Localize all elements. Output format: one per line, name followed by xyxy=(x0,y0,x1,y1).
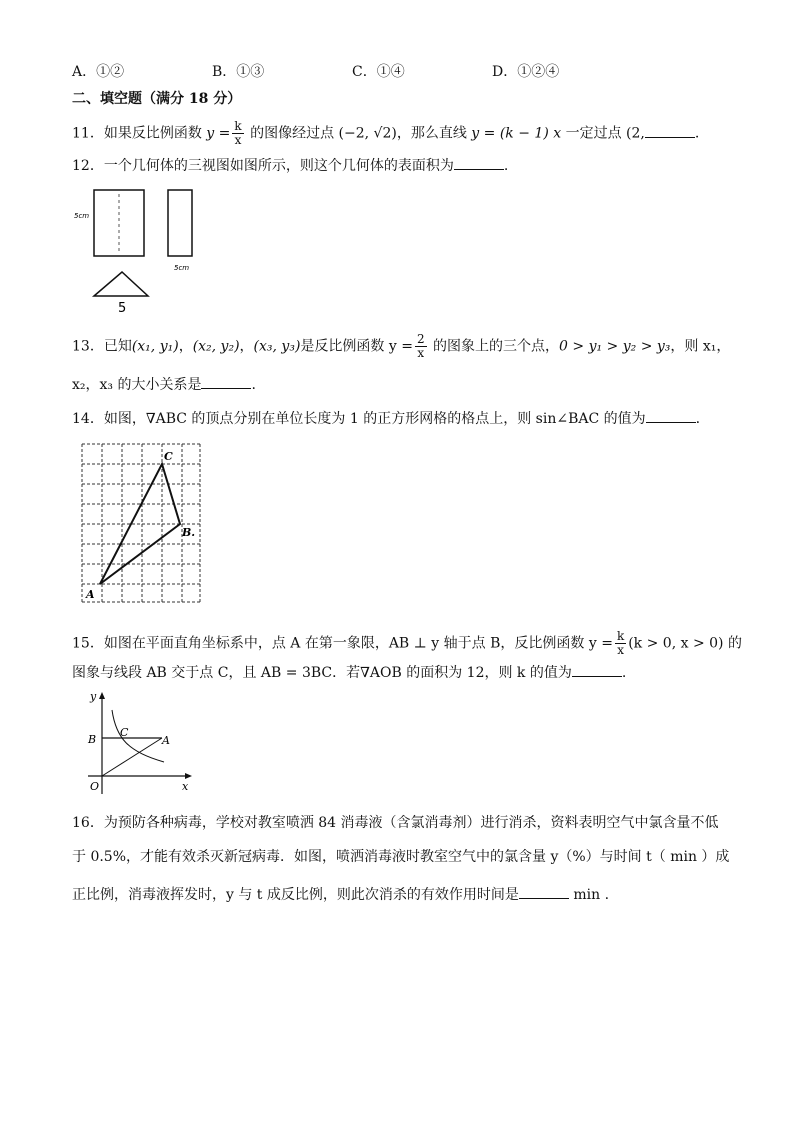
q15-answer-blank xyxy=(572,663,622,677)
q15-text-2: (k > 0, x > 0) 的 xyxy=(628,635,742,652)
q13-text-1: 13．已知 xyxy=(72,338,132,355)
q13-point-2: (x₂, y₂) xyxy=(192,338,240,355)
q13-frac-num: 2 xyxy=(416,332,425,346)
q13-inequality: 0 > y₁ > y₂ > y₃ xyxy=(559,338,671,355)
coordinate-figure xyxy=(84,690,196,796)
q11-line-eq: y = (k − 1) x xyxy=(471,125,562,142)
q12-end: . xyxy=(503,158,509,174)
q13-point-3: (x₃, y₃) xyxy=(253,338,301,355)
three-view-figure xyxy=(72,186,212,316)
q15-text-1: 15．如图在平面直角坐标系中，点 A 在第一象限，AB ⊥ y 轴于点 B，反比例函数 y = xyxy=(72,635,613,652)
front-height-label: 5cm xyxy=(74,212,90,220)
front-view xyxy=(94,190,144,256)
q11-fraction xyxy=(232,120,243,147)
question-13 xyxy=(72,333,730,360)
y-axis-arrow-icon xyxy=(99,692,105,699)
point-b-label: B xyxy=(88,733,97,746)
x-axis-arrow-icon xyxy=(185,773,192,779)
q13-point-1: (x₁, y₁) xyxy=(131,338,179,355)
question-11 xyxy=(72,120,699,147)
q13-text-3: 的图象上的三个点， xyxy=(428,338,560,355)
q13-answer-blank xyxy=(201,375,251,389)
q16-line3-text: 正比例，消毒液挥发时，y 与 t 成反比例，则此次消杀的有效作用时间是 xyxy=(72,887,519,903)
vertex-c-label: C xyxy=(164,450,173,463)
q15-frac-den: x xyxy=(617,643,624,657)
q14-end: . xyxy=(695,411,701,427)
q14-answer-blank xyxy=(646,409,696,423)
q11-text-2: 的图像经过点 xyxy=(245,125,339,142)
q15-fraction xyxy=(615,630,626,657)
q15-line2-end: . xyxy=(621,665,627,681)
question-15 xyxy=(72,630,742,657)
q11-text-4: 一定过点 (2, xyxy=(561,125,645,142)
segment-oa xyxy=(102,738,162,776)
q13-text-2: 是反比例函数 y = xyxy=(300,338,413,355)
question-16-line-1: 16．为预防各种病毒，学校对教室喷洒 84 消毒液（含氯消毒剂）进行消杀，资料表明空气中氯含量不低 xyxy=(72,815,719,831)
q15-frac-num: k xyxy=(616,629,625,643)
vertex-b-label: B. xyxy=(182,526,196,539)
question-13-line-2 xyxy=(72,375,256,395)
q11-fn-lhs: y = xyxy=(206,125,231,142)
q11-answer-blank xyxy=(645,124,695,138)
q13-text-4: ，则 x₁， xyxy=(670,338,731,355)
q16-line3-unit: min . xyxy=(573,887,610,903)
q13-line2-end: . xyxy=(251,377,256,393)
q11-point: (−2, √2) xyxy=(338,125,397,142)
q16-answer-blank xyxy=(519,885,569,899)
q12-answer-blank xyxy=(454,156,504,170)
q13-fraction xyxy=(415,333,427,360)
question-14 xyxy=(72,409,700,429)
side-view xyxy=(168,190,192,256)
q13-line2-text: x₂，x₃ 的大小关系是 xyxy=(72,377,202,393)
unit-grid xyxy=(82,444,200,602)
question-15-line-2 xyxy=(72,663,626,683)
grid-triangle-figure xyxy=(80,442,204,606)
option-d: D．①②④ xyxy=(492,64,560,80)
question-16-line-3 xyxy=(72,885,609,905)
origin-label: O xyxy=(90,780,100,793)
option-b: B．①③ xyxy=(212,64,265,80)
q11-text-1: 11．如果反比例函数 xyxy=(72,125,207,142)
option-a: A．①② xyxy=(72,64,125,80)
q11-frac-num: k xyxy=(234,119,242,133)
q11-text-5: . xyxy=(694,125,700,142)
vertex-a-label: A xyxy=(86,588,95,601)
q13-sep-2: ， xyxy=(239,338,254,355)
top-base-label: 5 xyxy=(118,301,127,316)
point-c-label: C xyxy=(120,726,129,739)
q13-frac-den: x xyxy=(417,346,425,360)
top-view xyxy=(94,272,148,296)
question-12 xyxy=(72,156,508,176)
question-16-line-2: 于 0.5%，才能有效杀灭新冠病毒．如图，喷洒消毒液时教室空气中的氯含量 y（%）与时间 t（ min ）成 xyxy=(72,849,730,865)
q14-text: 14．如图，∇ABC 的顶点分别在单位长度为 1 的正方形网格的格点上，则 sin∠BAC 的值为 xyxy=(72,411,646,427)
q11-frac-den: x xyxy=(234,133,242,147)
section-title: 二、填空题（满分 18 分） xyxy=(72,91,242,107)
point-a-label: A xyxy=(162,734,170,747)
option-c: C．①④ xyxy=(352,64,405,80)
x-axis-label: x xyxy=(182,780,189,793)
q15-line2-text: 图象与线段 AB 交于点 C，且 AB = 3BC．若∇AOB 的面积为 12，则 k 的值为 xyxy=(72,665,572,681)
q13-sep-1: ， xyxy=(178,338,193,355)
side-width-label: 5cm xyxy=(174,264,190,272)
q12-text: 12．一个几何体的三视图如图所示，则这个几何体的表面积为 xyxy=(72,158,454,174)
y-axis-label: y xyxy=(90,690,97,703)
q11-text-3: ，那么直线 xyxy=(396,125,472,142)
